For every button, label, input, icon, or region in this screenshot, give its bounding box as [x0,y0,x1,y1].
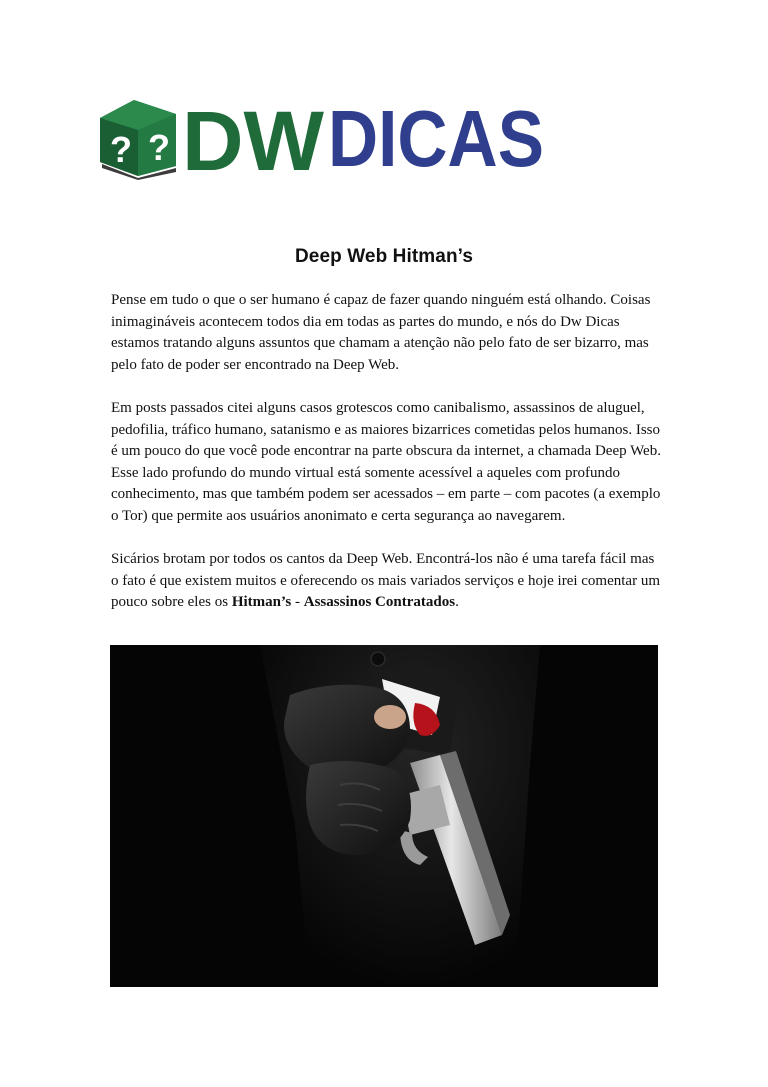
assassinos-contratados-bold: Assassinos Contratados [303,594,456,611]
paragraph-3-text: Sicários brotam por todos os cantos da Deep Web. Encontrá-los não é uma tarefa fácil mas o fato é que existem muitos e oferecendo os mais variados serviços e hoje irei comentar um pouco sobre eles os [111,551,660,611]
hitman-photo [110,645,658,987]
document-body [111,290,661,636]
leather-glove-grip [306,761,411,855]
document-title: Deep Web Hitman’s [294,246,474,267]
logo-question-right: ? [148,127,170,168]
dwdicas-logo [96,94,548,188]
paragraph-3-separator: - [291,594,304,611]
logo-text-dw: DW [182,94,325,188]
logo-question-left: ? [110,129,132,170]
hitmans-bold: Hitman’s [231,594,292,611]
glove-skin-opening [374,705,406,729]
paragraph-1: Pense em tudo o que o ser humano é capaz de fazer quando ninguém está olhando. Coisas inimagináveis acontecem todos dia em todas as partes do mundo, e nós do Dw Dicas estamos tratando alguns assuntos que chamam a atenção não pelo fato de ser bizarro, mas pelo fato de poder ser encontrado na Deep Web. [111,292,651,373]
logo-graphic [96,94,548,188]
logo-text-dicas: DICAS [328,94,544,183]
suit-button [371,652,385,666]
paragraph-3-end: . [455,594,459,611]
paragraph-2: Em posts passados citei alguns casos grotescos como canibalismo, assassinos de aluguel, pedofilia, tráfico humano, satanismo e as maiores bizarrices cometidas pelos humanos. Isso é um pouco do que você pode encontrar na parte obscura da internet, a chamada Deep Web. Esse lado profundo do mundo virtual está somente acessível a aqueles com profundo conhecimento, mas que também podem ser acessados – em parte – com pacotes (a exemplo o Tor) que permite aos usuários anonimato e certa segurança ao navegarem. [111,399,661,524]
mystery-box-icon [100,100,176,180]
hitman-illustration [110,645,658,987]
paragraph-3 [111,549,661,614]
